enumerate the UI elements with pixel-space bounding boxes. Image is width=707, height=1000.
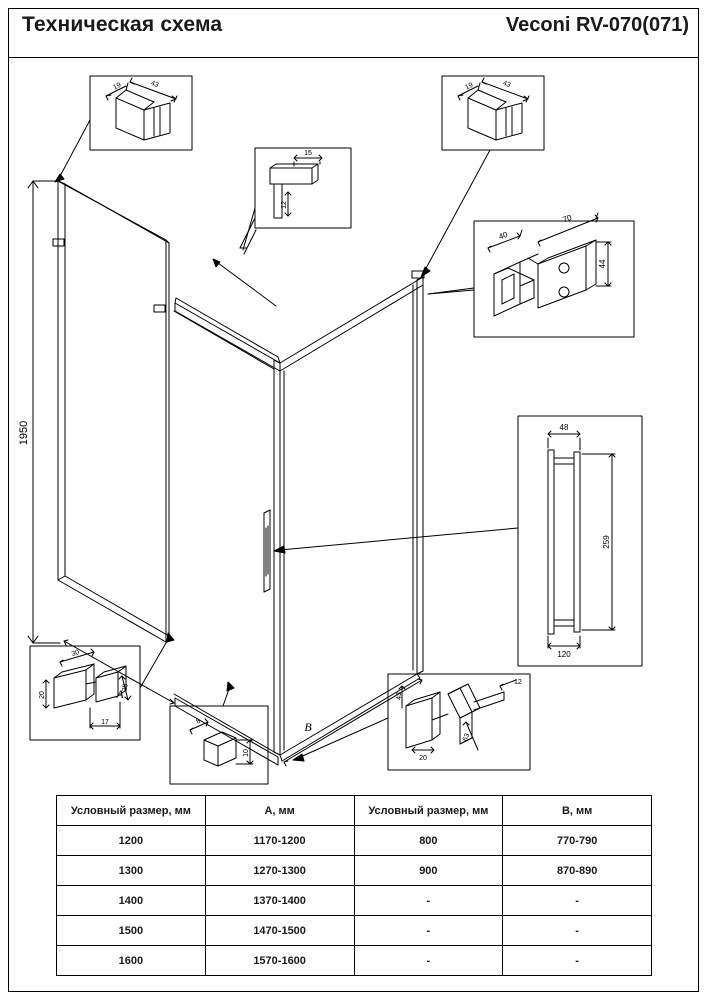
svg-text:12: 12 (281, 201, 288, 209)
dimension-table (56, 795, 652, 976)
table-cell: 1400 (57, 886, 206, 916)
svg-text:10: 10 (243, 749, 250, 757)
svg-text:8: 8 (195, 717, 202, 726)
table-header-row (57, 796, 652, 826)
table-cell: - (503, 916, 652, 946)
svg-text:12: 12 (514, 679, 522, 686)
table-cell: 1570-1600 (205, 946, 354, 976)
svg-text:19: 19 (112, 81, 123, 92)
svg-text:43: 43 (149, 79, 160, 90)
svg-text:1950: 1950 (18, 420, 30, 446)
table-cell: 870-890 (503, 856, 652, 886)
svg-text:20: 20 (39, 691, 46, 699)
svg-text:70: 70 (561, 212, 573, 225)
table-row (57, 856, 652, 886)
svg-text:48: 48 (559, 423, 569, 432)
table-row (57, 886, 652, 916)
table-cell: 1300 (57, 856, 206, 886)
table-header-cell: A, мм (205, 796, 354, 826)
svg-text:B: B (304, 720, 312, 734)
table-cell: 1200 (57, 826, 206, 856)
svg-text:20: 20 (419, 755, 427, 762)
svg-text:63: 63 (461, 732, 472, 743)
svg-text:A: A (116, 687, 124, 701)
table-cell: 1600 (57, 946, 206, 976)
table-cell: - (503, 886, 652, 916)
svg-text:30: 30 (70, 649, 81, 659)
table-cell: - (354, 916, 503, 946)
svg-text:43: 43 (501, 79, 512, 90)
table-row (57, 916, 652, 946)
svg-text:15: 15 (304, 150, 312, 157)
table-header-cell: B, мм (503, 796, 652, 826)
svg-text:25: 25 (121, 683, 130, 693)
table-cell: - (354, 946, 503, 976)
model-title: Veconi RV-070(071) (505, 14, 689, 36)
table-cell: - (503, 946, 652, 976)
svg-text:43: 43 (396, 692, 403, 700)
table-cell: 1470-1500 (205, 916, 354, 946)
table-cell: 770-790 (503, 826, 652, 856)
table-cell: 1500 (57, 916, 206, 946)
page-title: Техническая схема (22, 13, 223, 36)
table-cell: - (354, 886, 503, 916)
svg-text:44: 44 (598, 259, 607, 269)
table-header-cell: Условный размер, мм (57, 796, 206, 826)
svg-text:40: 40 (497, 229, 509, 242)
table-cell: 800 (354, 826, 503, 856)
svg-text:259: 259 (602, 535, 611, 549)
svg-text:17: 17 (101, 719, 109, 726)
svg-text:120: 120 (557, 650, 571, 659)
table-cell: 900 (354, 856, 503, 886)
svg-text:19: 19 (464, 81, 475, 92)
drawing-area (8, 58, 699, 788)
table-row (57, 826, 652, 856)
table-cell: 1170-1200 (205, 826, 354, 856)
table-row (57, 946, 652, 976)
table-cell: 1270-1300 (205, 856, 354, 886)
table-header-cell: Условный размер, мм (354, 796, 503, 826)
table-cell: 1370-1400 (205, 886, 354, 916)
